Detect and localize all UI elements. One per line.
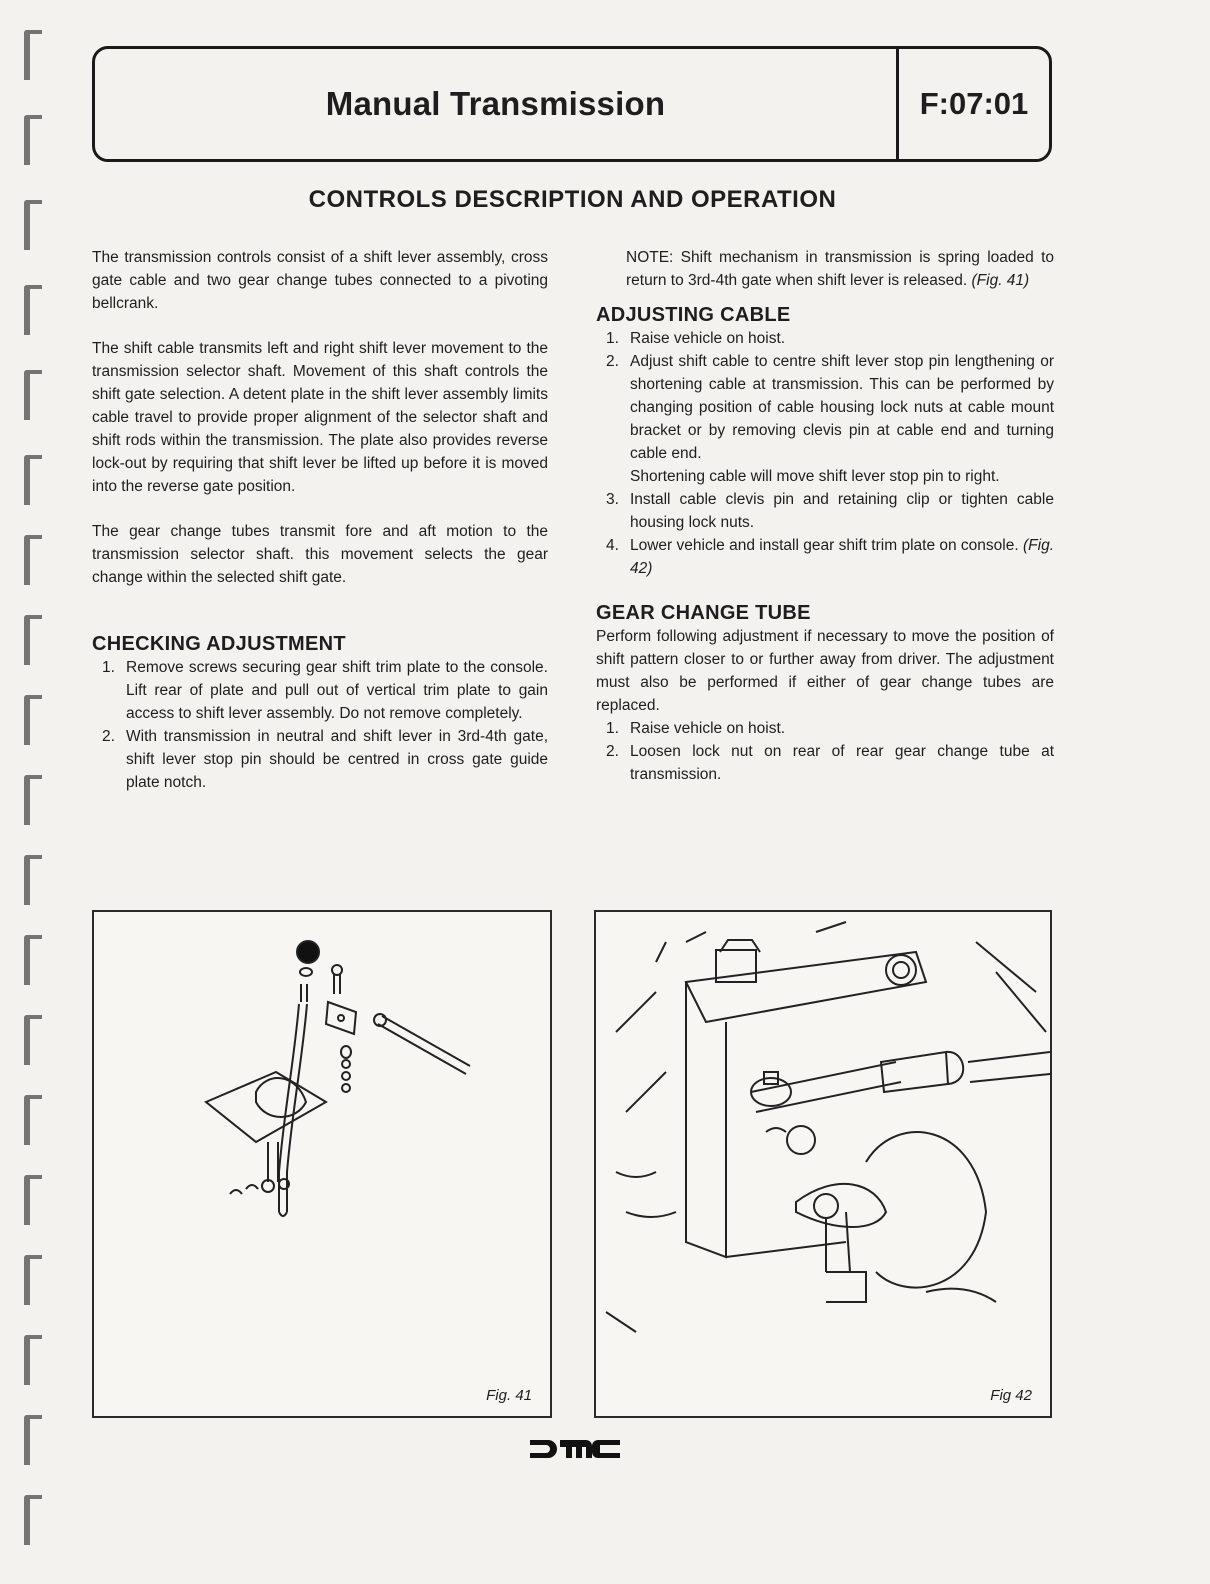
list-item: 2. Adjust shift cable to centre shift lever stop pin lengthening or shortening cable at transmission. This can be performed by changing position of cable housing lock nuts at cable mount bracket or by removing clevis pin at cable end and turning cable end. Shortening cable will move shift lever stop pin to right. [606,353,1054,485]
figure-41 [92,910,552,1418]
page-code: F:07:01 [919,86,1029,121]
gear-change-steps [596,717,1054,786]
figure-41-label: Fig. 41 [486,1387,532,1404]
checking-adjustment-heading: CHECKING ADJUSTMENT [92,633,346,655]
list-item: 2. With transmission in neutral and shift lever in 3rd-4th gate, shift lever stop pin should be centred in cross gate guide plate notch. [102,728,548,791]
page-header [92,46,1052,162]
dmc-logo [530,1436,620,1462]
adjusting-steps [596,327,1054,580]
checking-steps [92,656,548,794]
list-item: 4. Lower vehicle and install gear shift trim plate on console. (Fig. 42) [606,537,1054,577]
figure-42-label: Fig 42 [990,1387,1032,1404]
list-item: 1. Remove screws securing gear shift trim plate to the console. Lift rear of plate and pull out of vertical trim plate to gain access to shift lever assembly. Do not remove completely. [102,659,548,722]
binder-marks [24,30,44,1570]
shift-cable-paragraph: The shift cable transmits left and right shift lever movement to the transmission selector shaft. Movement of this shaft controls the shift gate selection. A detent plate in the shift lever assembly limits cable travel to provide proper alignment of the selector shaft and shift rods within the transmission. The plate also provides reverse lock-out by requiring that shift lever be lifted up before it is moved into the reverse gate position. [92,340,548,495]
list-item: 2. Loosen lock nut on rear of rear gear change tube at transmission. [606,743,1054,783]
shift-lever-parts [94,912,550,1416]
fig-41-reference: (Fig. 41) [971,272,1030,289]
page-title: Manual Transmission [325,85,666,122]
left-column [92,246,548,794]
note-paragraph: NOTE: Shift mechanism in transmission is spring loaded to return to 3rd-4th gate when shift lever is released. (Fig. 41) [626,249,1054,289]
list-item: 3. Install cable clevis pin and retaining clip or tighten cable housing lock nuts. [606,491,1054,531]
header-title-cell [95,49,899,159]
intro-paragraph: The transmission controls consist of a shift lever assembly, cross gate cable and two gear change tubes connected to a pivoting bellcrank. [92,249,548,312]
gear-change-intro: Perform following adjustment if necessary to move the position of shift pattern closer to or further away from driver. The adjustment must also be performed if either of gear change tubes are replaced. [596,628,1054,714]
right-column [596,246,1054,786]
list-item: 1. Raise vehicle on hoist. [606,330,786,347]
fig-42-reference: (Fig. 42) [630,537,1054,577]
section-title: CONTROLS DESCRIPTION AND OPERATION [308,186,837,213]
gear-tubes-paragraph: The gear change tubes transmit fore and aft motion to the transmission selector shaft. this movement selects the gear change within the selected shift gate. [92,523,548,586]
header-code-cell [899,49,1049,159]
adjusting-cable-heading: ADJUSTING CABLE [596,304,791,326]
gear-change-tube-heading: GEAR CHANGE TUBE [596,602,811,624]
figure-42 [594,910,1052,1418]
list-item: 1. Raise vehicle on hoist. [606,720,786,737]
cable-bracket-illustration [596,912,1050,1416]
